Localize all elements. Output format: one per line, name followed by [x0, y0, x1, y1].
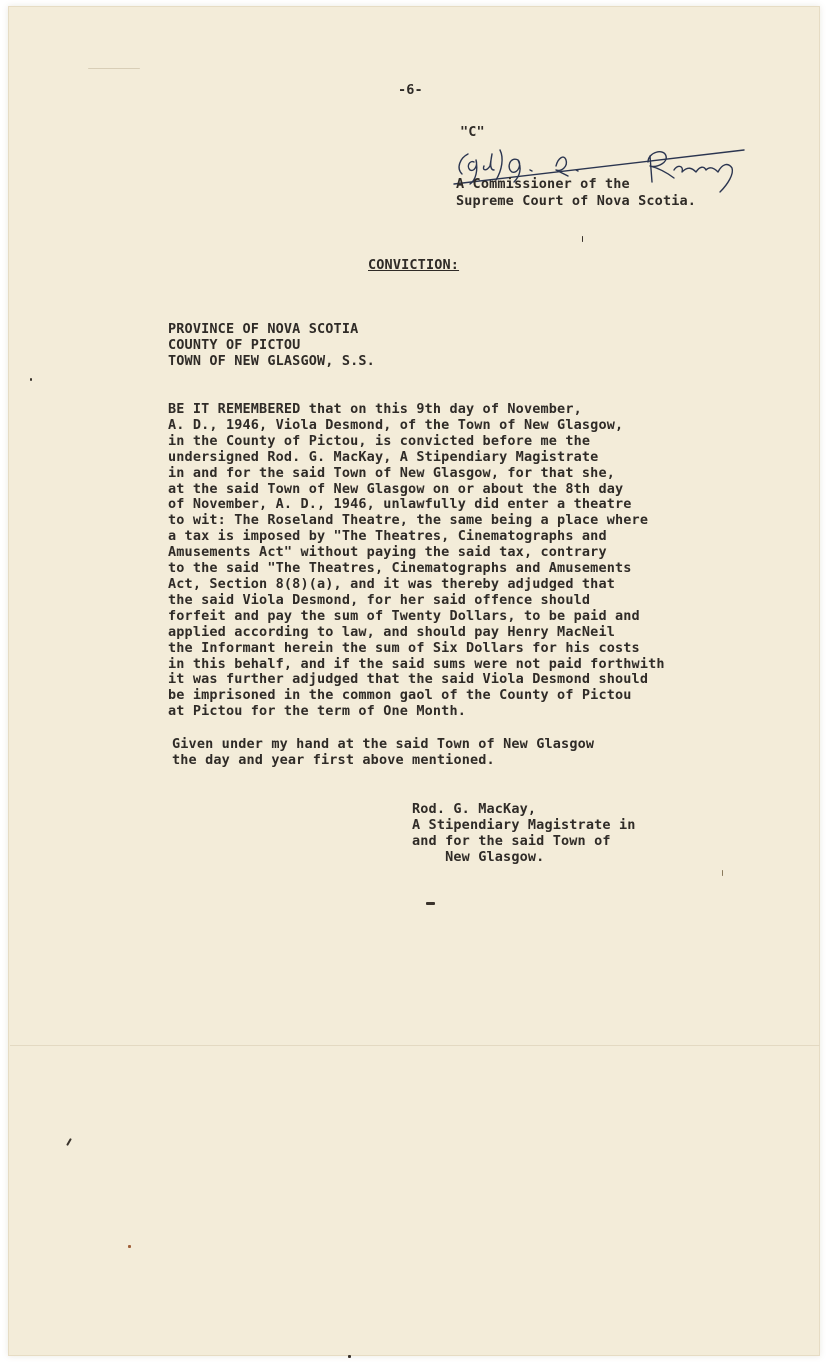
body-line: applied according to law, and should pay Henry MacNeil [168, 623, 615, 640]
body-line: of November, A. D., 1946, unlawfully did enter a theatre [168, 496, 632, 513]
body-line: A. D., 1946, Viola Desmond, of the Town of New Glasgow, [168, 416, 624, 433]
body-line: Amusements Act" without paying the said tax, contrary [168, 544, 607, 561]
ink-mark [128, 1245, 131, 1248]
magistrate-line: New Glasgow. [412, 849, 545, 865]
conviction-body [168, 402, 665, 720]
body-line: undersigned Rod. G. MacKay, A Stipendiary Magistrate [168, 448, 599, 465]
exhibit-label: "C" [460, 124, 485, 140]
ink-mark [722, 870, 723, 876]
ink-mark [348, 1355, 351, 1358]
address-line: COUNTY OF PICTOU [168, 337, 301, 353]
magistrate-line: A Stipendiary Magistrate in [412, 817, 636, 833]
body-line: at Pictou for the term of One Month. [168, 703, 466, 720]
body-line: to the said "The Theatres, Cinematographs and Amusements [168, 560, 632, 577]
closing-statement [172, 737, 594, 769]
body-line: forfeit and pay the sum of Twenty Dollars, to be paid and [168, 607, 640, 624]
ink-mark [88, 68, 140, 69]
ink-mark [426, 902, 435, 905]
magistrate-line: Rod. G. MacKay, [412, 801, 537, 817]
body-line: in the County of Pictou, is convicted before me the [168, 432, 591, 449]
body-line: it was further adjudged that the said Viola Desmond should [168, 671, 649, 688]
commissioner-line: Supreme Court of Nova Scotia. [456, 193, 697, 209]
document-heading: CONVICTION: [368, 257, 460, 273]
magistrate-line: and for the said Town of [412, 833, 611, 849]
ink-mark [582, 236, 583, 242]
closing-line: Given under my hand at the said Town of New Glasgow [172, 736, 595, 752]
address-line: PROVINCE OF NOVA SCOTIA [168, 321, 359, 337]
body-line: the said Viola Desmond, for her said offence should [168, 591, 591, 608]
body-line: BE IT REMEMBERED that on this 9th day of November, [168, 401, 582, 417]
page-number: -6- [398, 82, 423, 98]
magistrate-signature-block [412, 801, 636, 865]
commissioner-block [456, 176, 696, 210]
closing-line: the day and year first above mentioned. [172, 751, 495, 768]
body-line: in this behalf, and if the said sums were not paid forthwith [168, 655, 665, 672]
body-line: the Informant herein the sum of Six Dollars for his costs [168, 639, 640, 656]
commissioner-line: A Commissioner of the [456, 176, 630, 192]
body-line: a tax is imposed by "The Theatres, Cinematographs and [168, 528, 607, 545]
address-line: TOWN OF NEW GLASGOW, S.S. [168, 353, 375, 369]
ink-mark [30, 378, 32, 381]
body-line: at the said Town of New Glasgow on or about the 8th day [168, 480, 624, 497]
body-line: to wit: The Roseland Theatre, the same being a place where [168, 512, 649, 529]
jurisdiction-address [168, 321, 375, 369]
body-line: be imprisoned in the common gaol of the County of Pictou [168, 687, 632, 704]
paper-fold-line [10, 1045, 820, 1046]
body-line: in and for the said Town of New Glasgow, for that she, [168, 464, 615, 481]
body-line: Act, Section 8(8)(a), and it was thereby adjudged that [168, 575, 615, 592]
